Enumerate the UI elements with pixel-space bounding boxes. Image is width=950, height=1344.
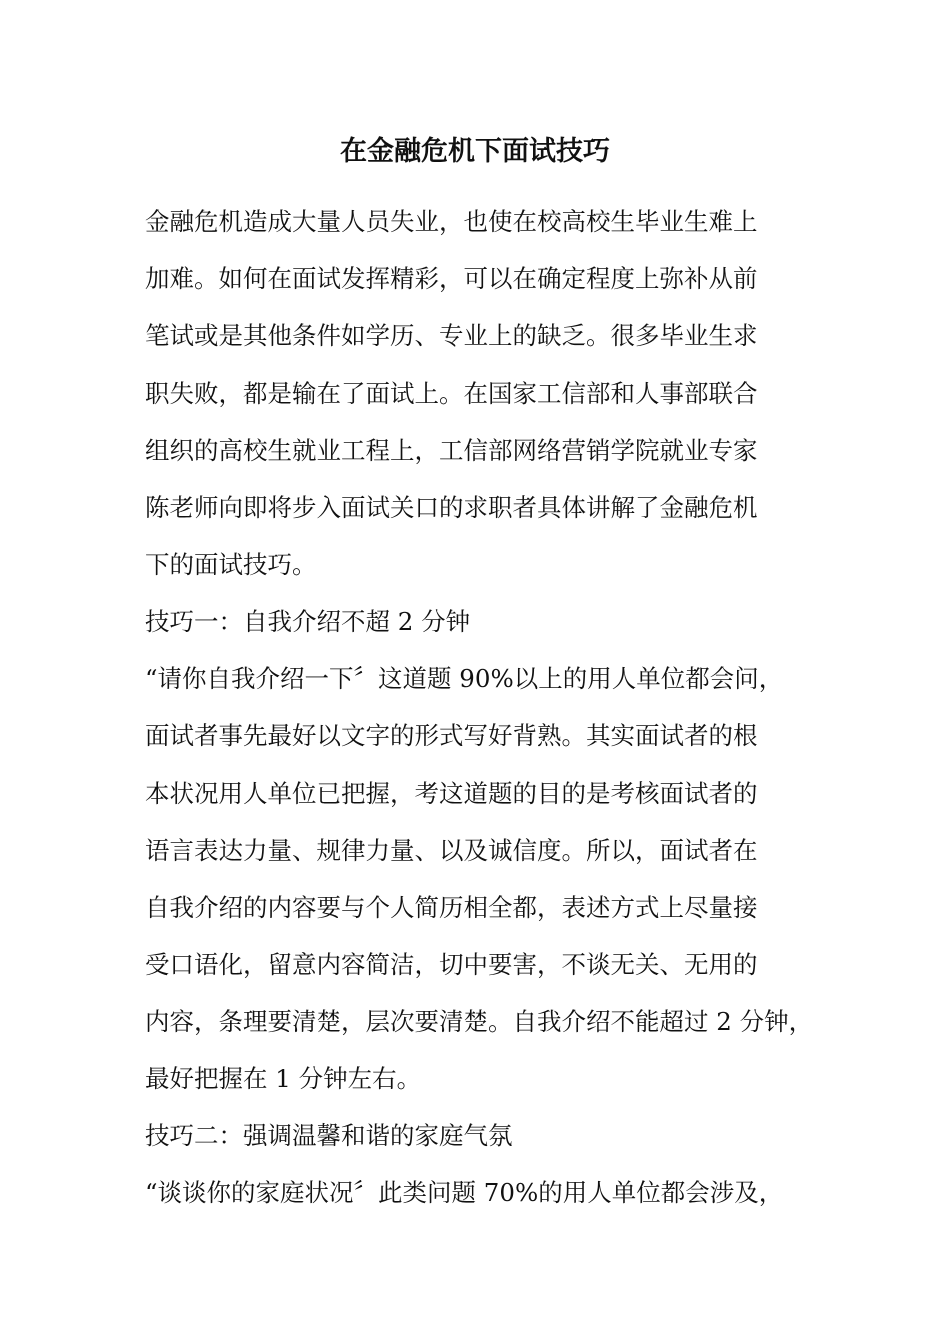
text-line: 金融危机造成大量人员失业，也使在校高校生毕业生难上 <box>145 207 758 236</box>
text-line: 最好把握在 1 分钟左右。 <box>145 1064 422 1093</box>
text-line: “谈谈你的家庭状况〞此类问题 70%的用人单位都会涉及， <box>145 1178 784 1207</box>
text-line: 受口语化，留意内容简洁，切中要害，不谈无关、无用的 <box>145 950 758 979</box>
text-line: 组织的高校生就业工程上，工信部网络营销学院就业专家 <box>145 436 758 465</box>
section-heading: 技巧二：强调温馨和谐的家庭气氛 <box>145 1121 513 1150</box>
text-line: 陈老师向即将步入面试关口的求职者具体讲解了金融危机 <box>145 493 758 522</box>
text-line: “请你自我介绍一下〞这道题 90%以上的用人单位都会问， <box>145 664 784 693</box>
text-line: 面试者事先最好以文字的形式写好背熟。其实面试者的根 <box>145 721 758 750</box>
section-heading: 技巧一：自我介绍不超 2 分钟 <box>145 607 471 636</box>
text-line: 职失败，都是输在了面试上。在国家工信部和人事部联合 <box>145 379 758 408</box>
text-line: 语言表达力量、规律力量、以及诚信度。所以，面试者在 <box>145 836 758 865</box>
text-line: 本状况用人单位已把握，考这道题的目的是考核面试者的 <box>145 779 758 808</box>
text-line: 下的面试技巧。 <box>145 550 317 579</box>
document-title: 在金融危机下面试技巧 <box>340 136 610 167</box>
text-line: 笔试或是其他条件如学历、专业上的缺乏。很多毕业生求 <box>145 321 758 350</box>
text-line: 自我介绍的内容要与个人简历相全都，表述方式上尽量接 <box>145 893 758 922</box>
text-line: 内容，条理要清楚，层次要清楚。自我介绍不能超过 2 分钟， <box>145 1007 814 1036</box>
text-line: 加难。如何在面试发挥精彩，可以在确定程度上弥补从前 <box>145 264 758 293</box>
